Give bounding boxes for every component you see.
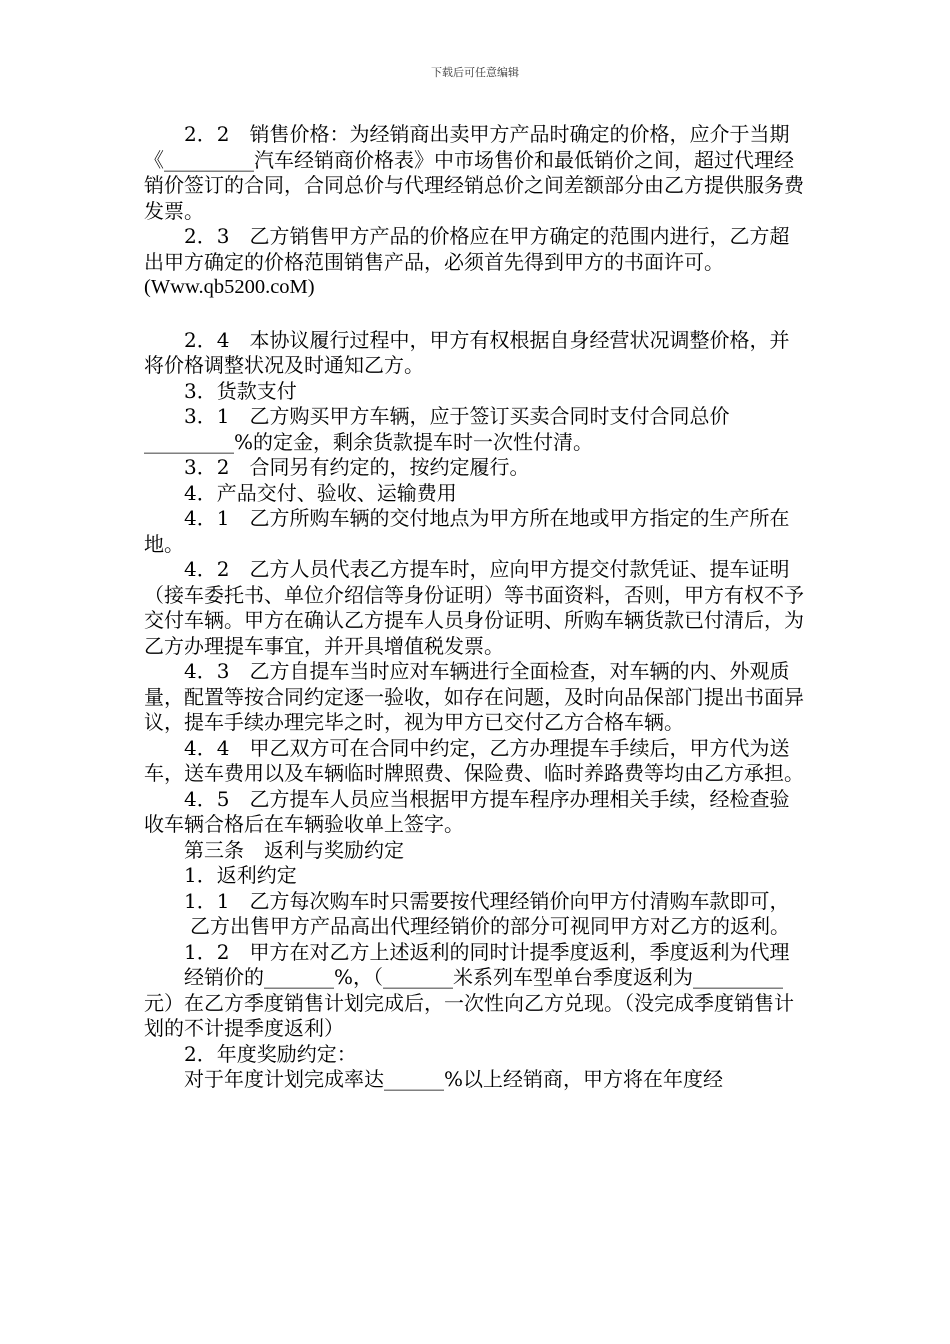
annual-reward-text: 对于年度计划完成率达______%以上经销商，甲方将在年度经: [184, 1067, 724, 1091]
paragraph-1-1: 1．1 乙方每次购车时只需要按代理经销价向甲方付清购车款即可，: [184, 888, 790, 913]
website-watermark-text: (Www.qb5200.coM): [144, 276, 315, 298]
paragraph-3-1: 3．1 乙方购买甲方车辆，应于签订买卖合同时支付合同总价_________%的定金，剩余货款提车时一次性付清。: [144, 404, 730, 454]
paragraph-4-3: 4．3 乙方自提车当时应对车辆进行全面检查，对车辆的内、外观质量，配置等按合同约定逐一验收，如存在问题，及时向品保部门提出书面异议，提车手续办理完毕之时，视为甲方已交付乙方合格车辆。: [144, 659, 804, 734]
paragraph-1-1-continued: 乙方出售甲方产品高出代理经销价的部分可视同甲方对乙方的返利。: [190, 914, 790, 938]
paragraph-2-3: 2．3 乙方销售甲方产品的价格应在甲方确定的范围内进行，乙方超出甲方确定的价格范围销售产品，必须首先得到甲方的书面许可。: [144, 224, 790, 274]
paragraph-4-2: 4．2 乙方人员代表乙方提车时，应向甲方提交付款凭证、提车证明（接车委托书、单位介绍信等身份证明）等书面资料，否则，甲方有权不予交付车辆。甲方在确认乙方提车人员身份证明、所购车辆货款已付清后，为乙方办理提车事宜，并开具增值税发票。: [144, 557, 804, 658]
paragraph-4-1: 4．1 乙方所购车辆的交付地点为甲方所在地或甲方指定的生产所在地。: [144, 506, 790, 556]
paragraph-1-2-continued: 经销价的_______%，（_______米系列车型单台季度返利为_________元）在乙方季度销售计划完成后，一次性向乙方兑现。（没完成季度销售计划的不计提季度返利）: [144, 965, 794, 1040]
paragraph-2-4: 2．4 本协议履行过程中，甲方有权根据自身经营状况调整价格，并将价格调整状况及时通知乙方。: [144, 327, 790, 377]
paragraph-2-2: 2．2 销售价格：为经销商出卖甲方产品时确定的价格，应介于当期《_________汽车经销商价格表》中市场售价和最低销价之间，超过代理经销价签订的合同，合同总价与代理经销总价之间差额部分由乙方提供服务费发票。: [144, 122, 804, 223]
paragraph-4-5: 4．5 乙方提车人员应当根据甲方提车程序办理相关手续，经检查验收车辆合格后在车辆验收单上签字。: [144, 786, 790, 836]
paragraph-3-2: 3．2 合同另有约定的，按约定履行。: [184, 455, 530, 479]
paragraph-4-4: 4．4 甲乙双方可在合同中约定，乙方办理提车手续后，甲方代为送车，送车费用以及车辆临时牌照费、保险费、临时养路费等均由乙方承担。: [144, 735, 804, 785]
section-4-heading: 4．产品交付、验收、运输费用: [184, 480, 457, 505]
document-body: [144, 122, 808, 1093]
annual-reward-heading: 2．年度奖励约定：: [184, 1041, 357, 1066]
section-3-heading: 3．货款支付: [184, 378, 297, 403]
article-3-heading: 第三条 返利与奖励约定: [184, 837, 404, 862]
paragraph-1-2: 1．2 甲方在对乙方上述返利的同时计提季度返利，季度返利为代理: [184, 939, 790, 964]
page-header: 下载后可任意编辑: [431, 66, 519, 79]
rebate-heading: 1．返利约定: [184, 863, 297, 887]
blank-line: [144, 301, 808, 328]
